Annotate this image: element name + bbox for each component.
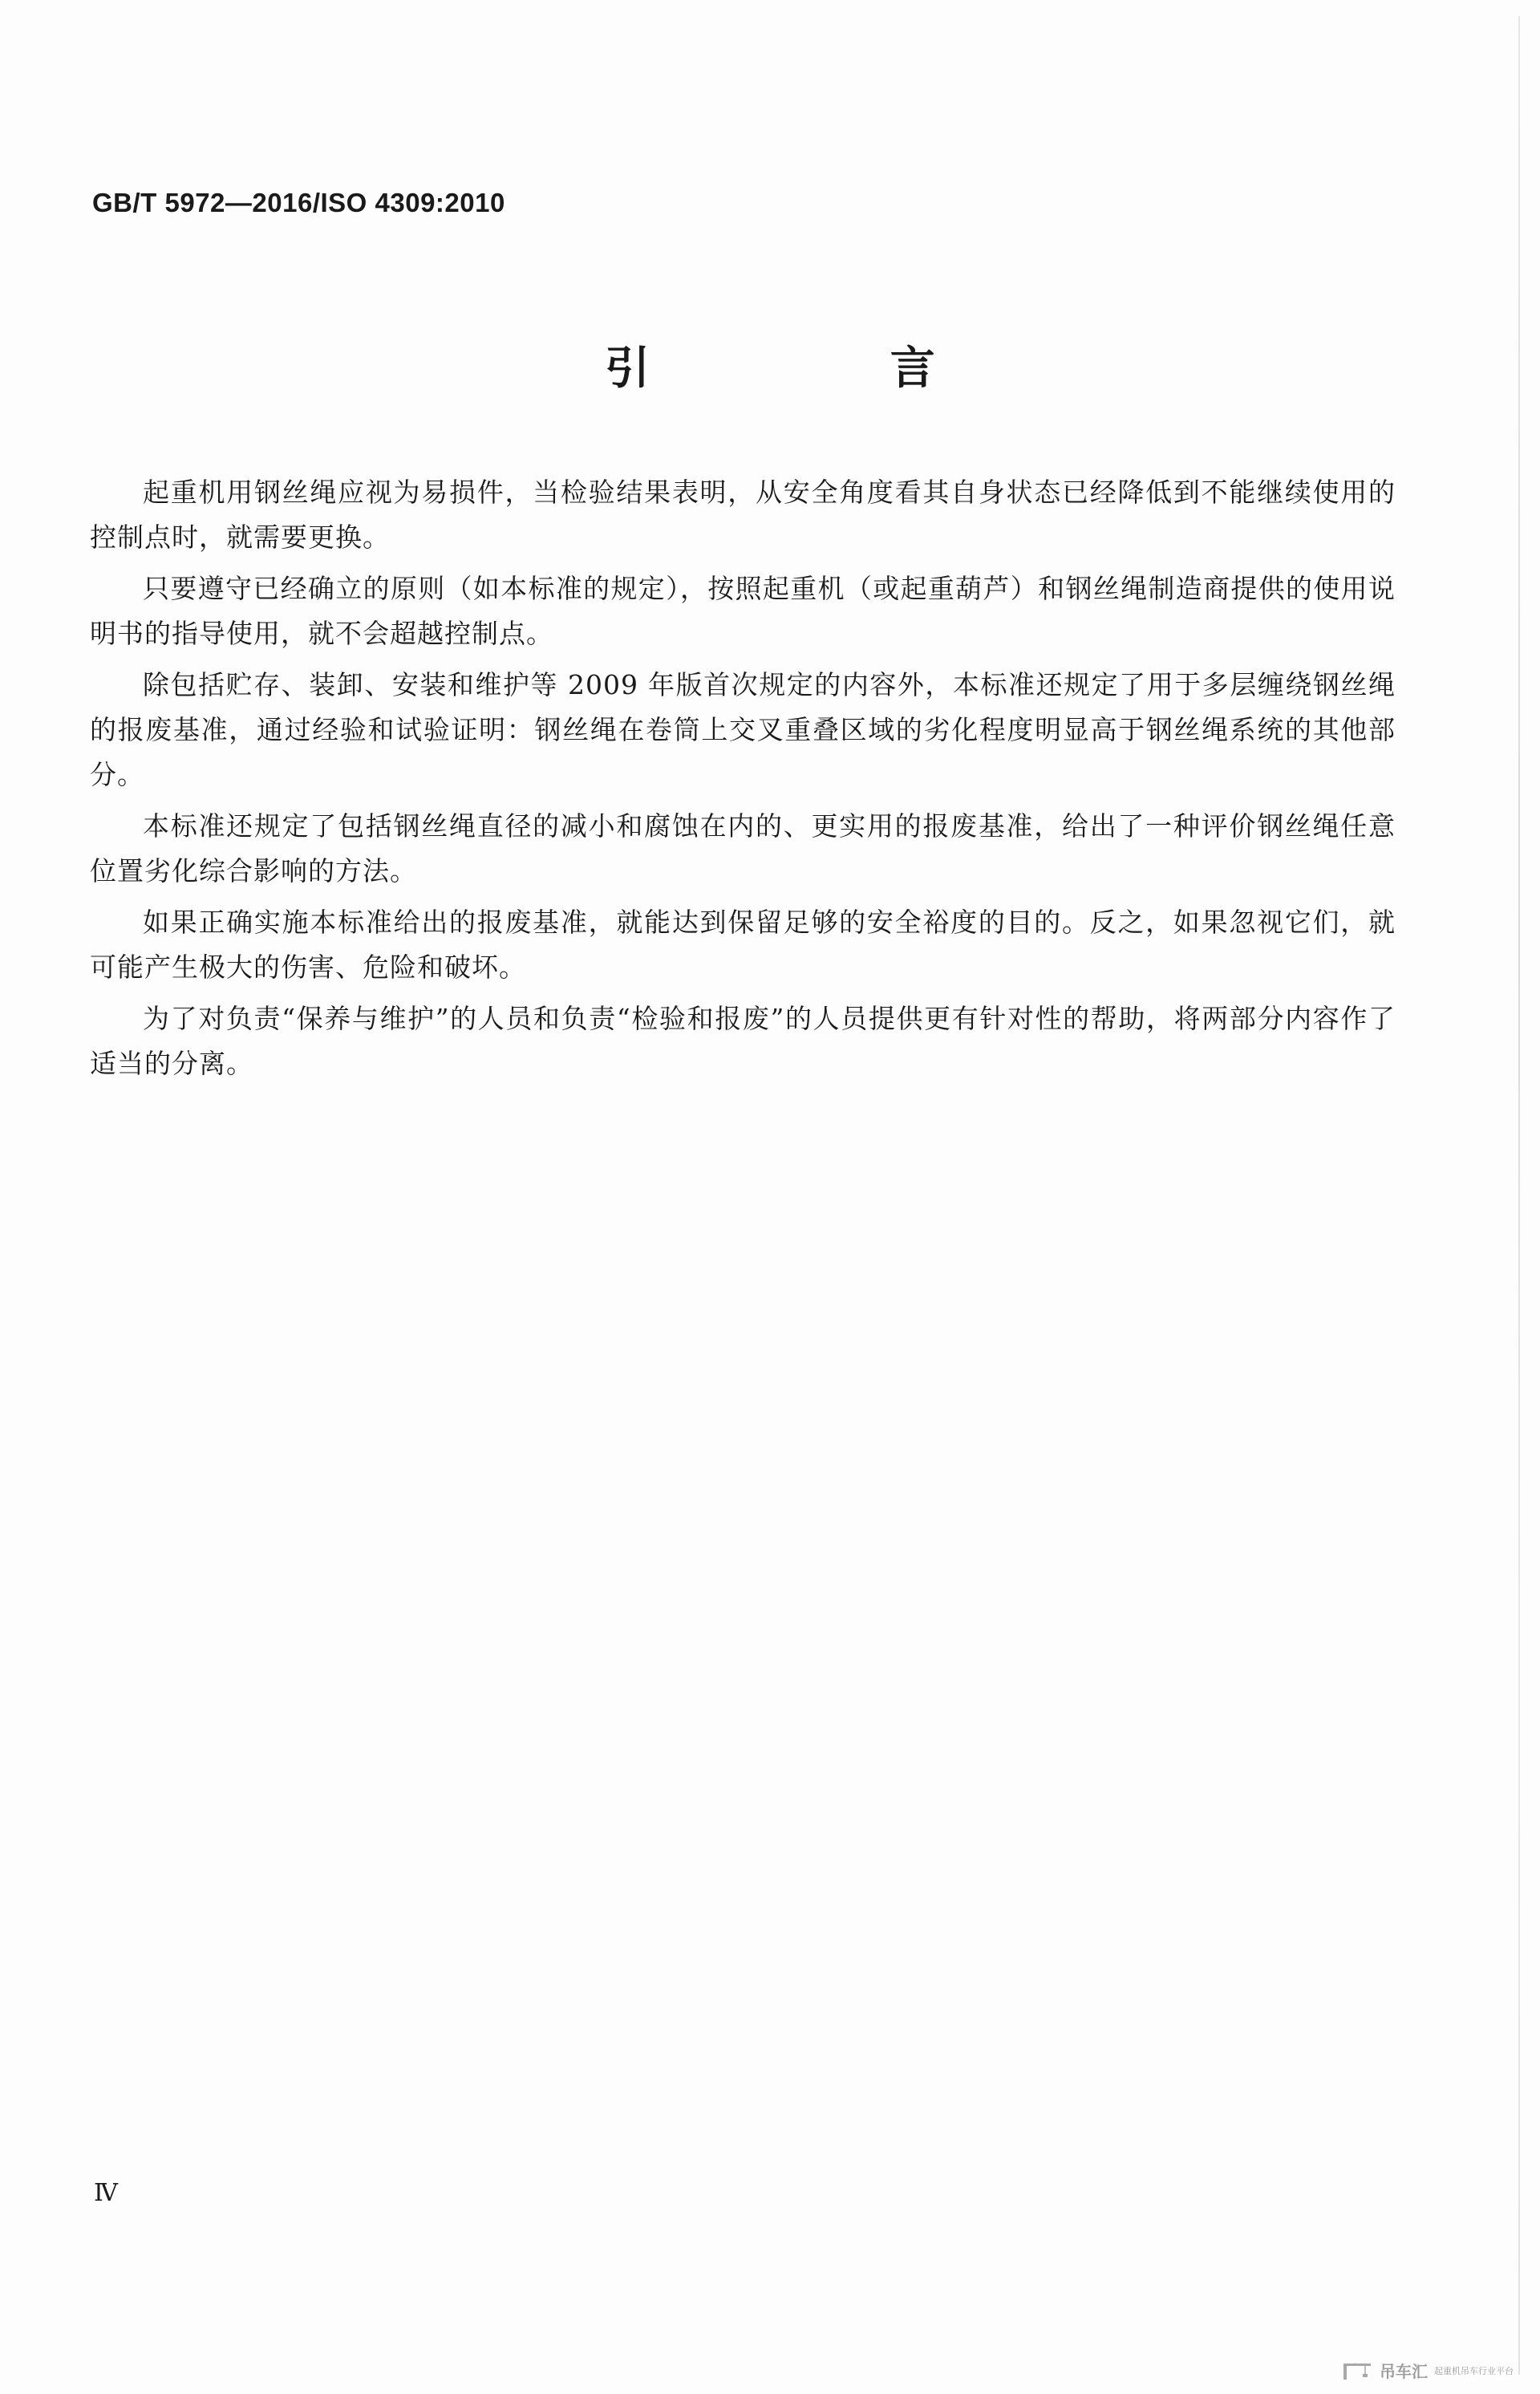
watermark [1341, 2359, 1514, 2382]
watermark-brand: 吊车汇 [1380, 2362, 1428, 2381]
paragraph: 为了对负责“保养与维护”的人员和负责“检验和报废”的人员提供更有针对性的帮助，将两部分内容作了适当的分离。 [90, 1003, 1396, 1079]
crane-logo-icon [1341, 2360, 1373, 2381]
scan-edge-line [1518, 16, 1520, 2375]
watermark-slogan: 起重机吊车行业平台 [1434, 2365, 1514, 2376]
paragraph: 只要遵守已经确立的原则（如本标准的规定），按照起重机（或起重葫芦）和钢丝绳制造商提供的使用说明书的指导使用，就不会超越控制点。 [90, 573, 1396, 649]
standard-number: GB/T 5972—2016/ISO 4309:2010 [92, 188, 505, 217]
paragraph: 如果正确实施本标准给出的报废基准，就能达到保留足够的安全裕度的目的。反之，如果忽视它们，就可能产生极大的伤害、危险和破坏。 [90, 907, 1396, 983]
paragraph: 起重机用钢丝绳应视为易损件，当检验结果表明，从安全角度看其自身状态已经降低到不能继续使用的控制点时，就需要更换。 [90, 477, 1396, 553]
page-number: Ⅳ [94, 2179, 118, 2207]
paragraph: 除包括贮存、装卸、安装和维护等 2009 年版首次规定的内容外，本标准还规定了用于多层缠绕钢丝绳的报废基准，通过经验和试验证明：钢丝绳在卷筒上交叉重叠区域的劣化程度明显高于钢丝绳系统的其他部分。 [90, 669, 1396, 790]
page-title: 引 言 [605, 343, 1048, 395]
paragraph: 本标准还规定了包括钢丝绳直径的减小和腐蚀在内的、更实用的报废基准，给出了一种评价钢丝绳任意位置劣化综合影响的方法。 [90, 810, 1396, 887]
body-text [90, 470, 1396, 1093]
